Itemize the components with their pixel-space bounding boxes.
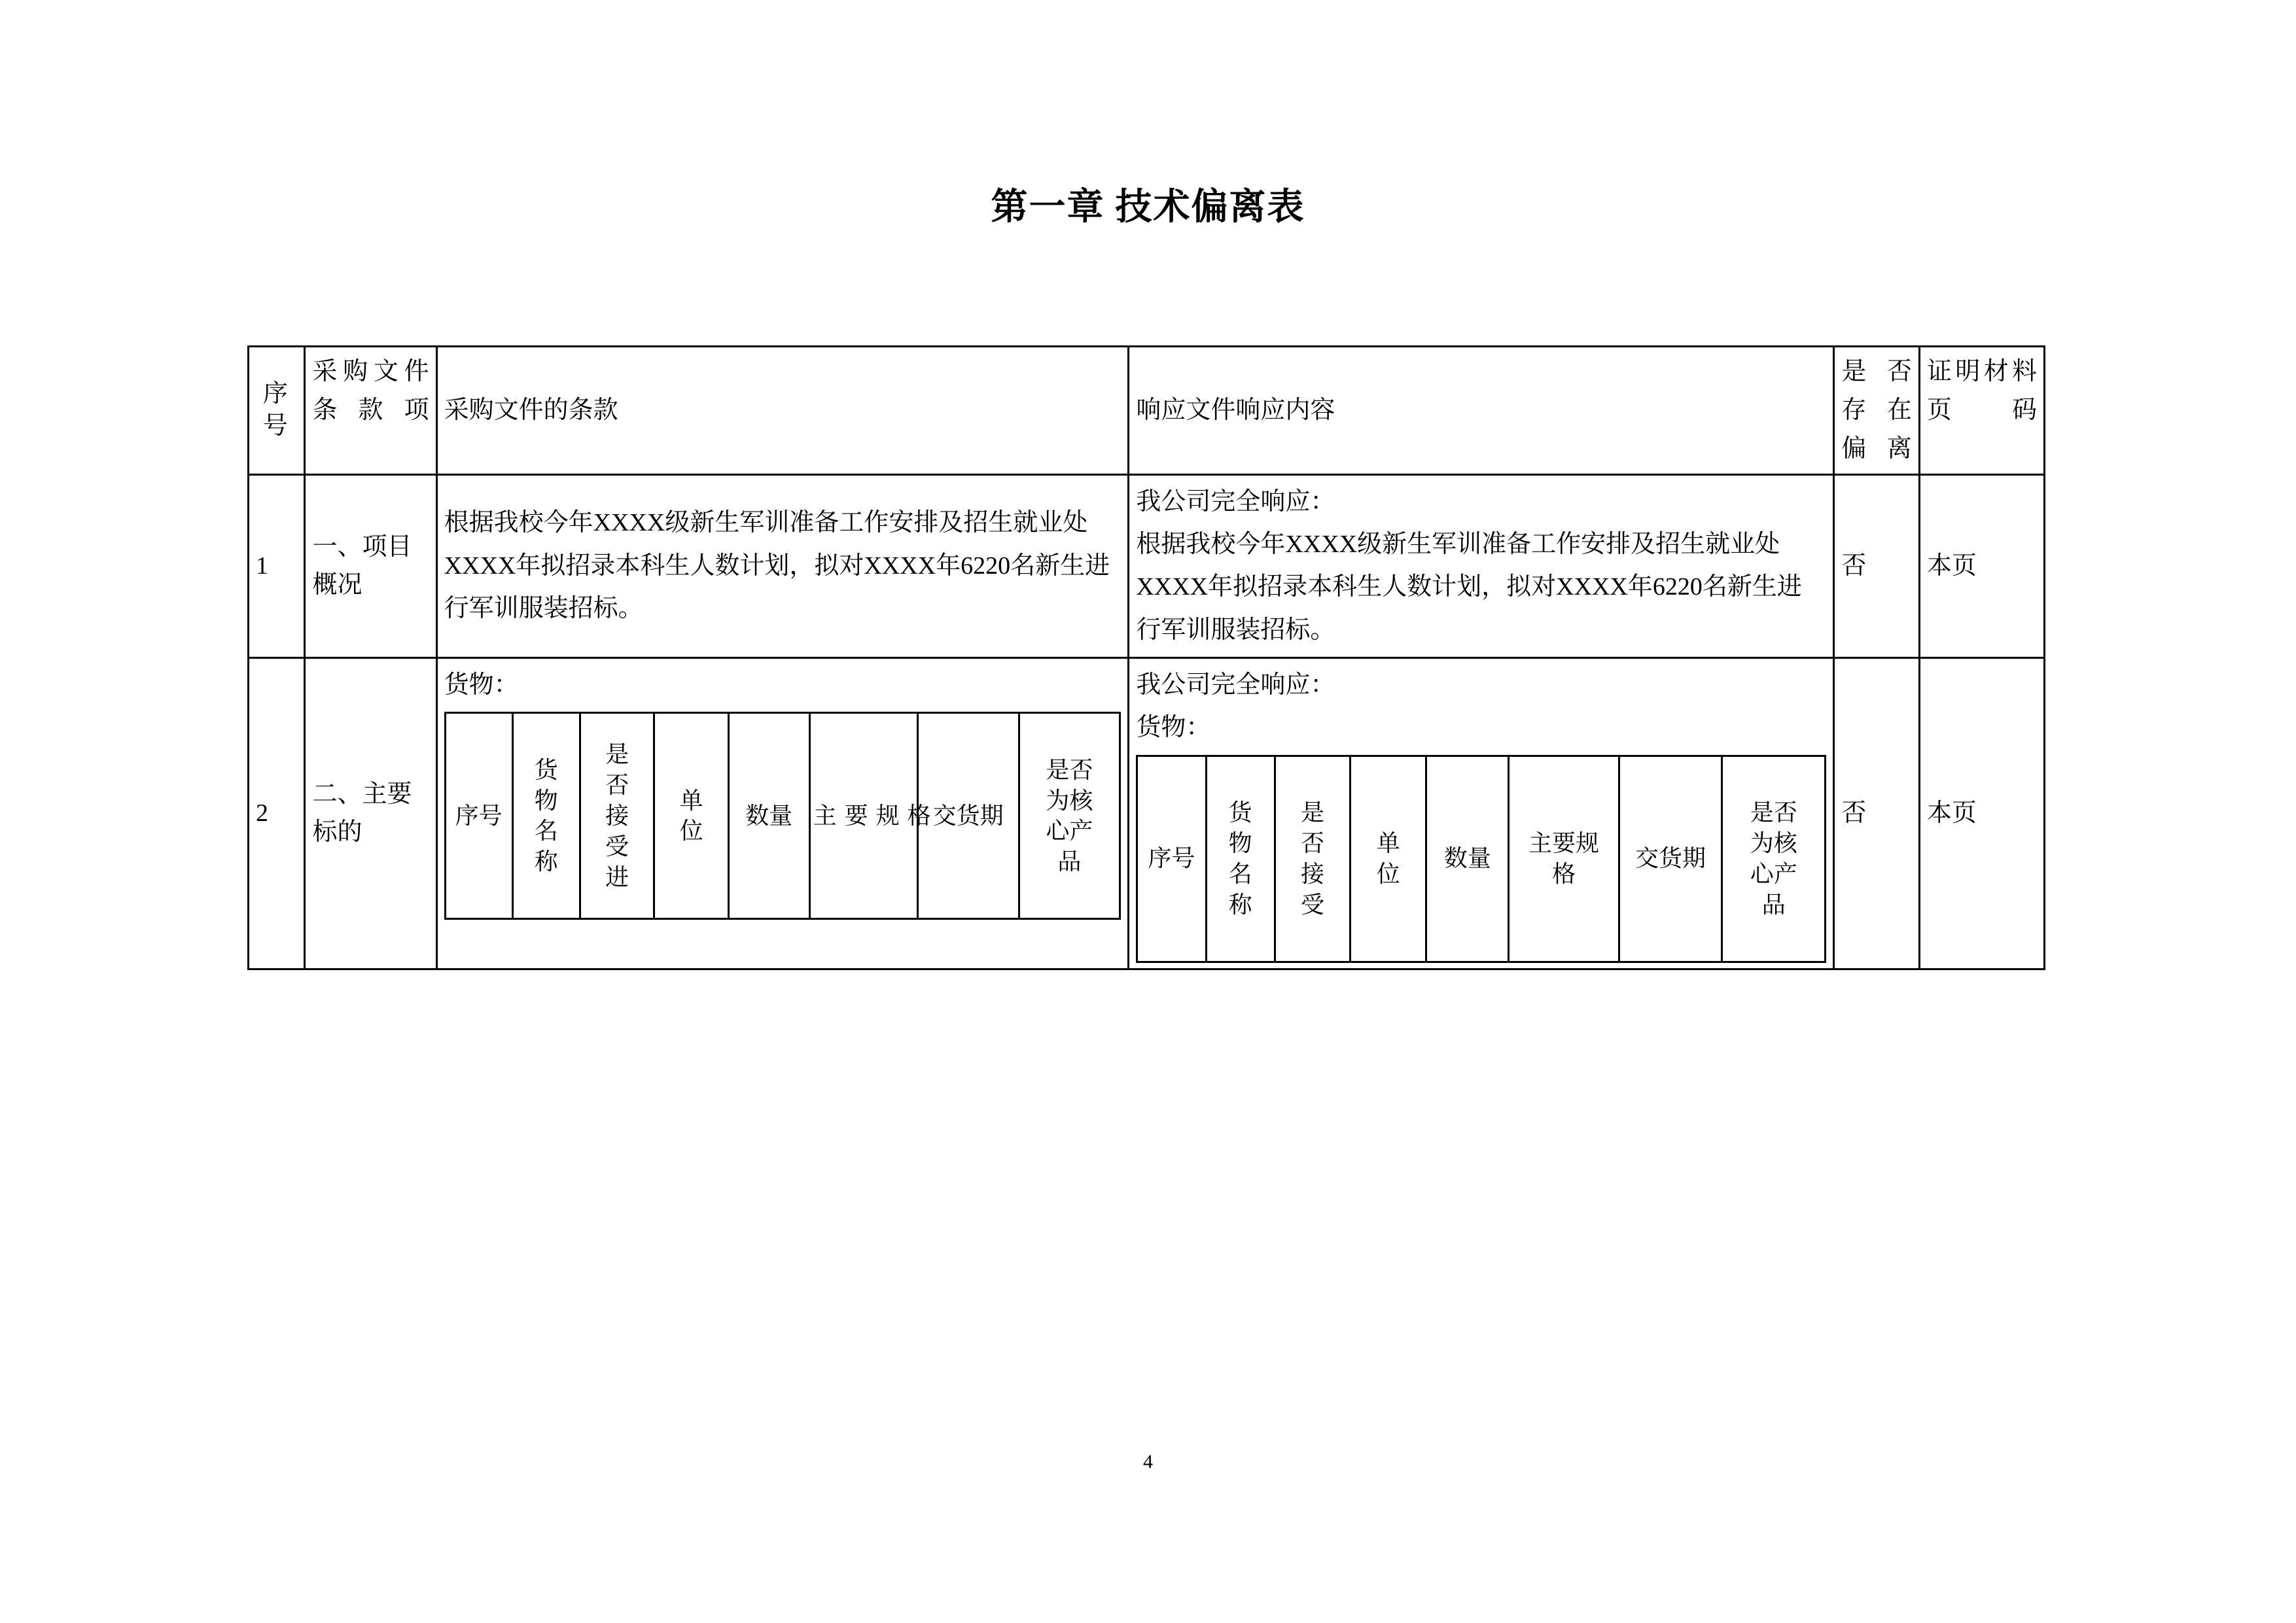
header-response-content (1129, 347, 1834, 475)
row1-response-prefix: 我公司完全响应： (1136, 487, 1335, 515)
row1-deviation: 否 (1834, 474, 1920, 657)
goods-table-clause (444, 712, 1122, 920)
table-header-row (249, 347, 2045, 475)
row2-deviation: 否 (1834, 658, 1920, 969)
goods-resp-header-core (1722, 756, 1826, 962)
goods-resp-header-seq (1137, 756, 1206, 962)
goods-header-name-label: 货物名称 (534, 756, 558, 875)
header-doc-clause-item-label: 采购文件条款项 (312, 358, 429, 424)
goods-header-qty (728, 713, 809, 919)
row1-response-body: 根据我校今年XXXX级新生军训准备工作安排及招生就业处XXXX年拟招录本科生人数计划，拟对XXXX年6220名新生进行军训服装招标。 (1136, 531, 1802, 644)
goods-resp-header-unit (1351, 756, 1426, 962)
goods-resp-header-delivery-label: 交货期 (1635, 845, 1706, 872)
row2-response-prefix: 我公司完全响应： (1136, 671, 1335, 699)
goods-resp-header-name (1206, 756, 1275, 962)
header-seq (249, 347, 305, 475)
header-doc-clause (436, 347, 1129, 475)
goods-resp-header-unit-label: 单位 (1376, 830, 1400, 887)
header-deviation (1834, 347, 1920, 475)
goods-header-name (512, 713, 580, 919)
row1-clause (436, 474, 1129, 657)
row1-seq: 1 (249, 474, 305, 657)
goods-resp-header-delivery (1619, 756, 1722, 962)
header-response-content-label: 响应文件响应内容 (1136, 396, 1335, 424)
goods-header-delivery-label: 交货期 (932, 803, 1004, 829)
row2-seq: 2 (249, 658, 305, 969)
header-proof-page-label: 证明材料页码 (1926, 358, 2037, 424)
goods-resp-header-spec (1509, 756, 1619, 962)
row1-proof-page: 本页 (1919, 474, 2044, 657)
goods-header-accept-label: 是否接受进 (605, 741, 629, 890)
table-row (249, 474, 2045, 657)
row1-response (1129, 474, 1834, 657)
header-seq-label: 序号 (262, 379, 288, 440)
goods-header-accept (580, 713, 654, 919)
row2-clause-label: 货物： (444, 671, 519, 699)
row1-clause-text: 根据我校今年XXXX级新生军训准备工作安排及招生就业处XXXX年拟招录本科生人数计划，拟对XXXX年6220名新生进行军训服装招标。 (444, 509, 1110, 623)
goods-header-delivery (917, 713, 1019, 919)
goods-header-unit (654, 713, 728, 919)
header-doc-clause-item (305, 347, 436, 475)
goods-header-spec-label: 主要规格 (813, 803, 931, 829)
goods-resp-header-core-label: 是否为核心产品 (1750, 799, 1797, 918)
deviation-table-wrapper (247, 345, 2045, 970)
table-row (249, 658, 2045, 969)
goods-header-core (1019, 713, 1120, 919)
goods-header-seq-label: 序号 (455, 803, 503, 829)
technical-deviation-table (247, 345, 2045, 970)
goods-resp-header-qty-label: 数量 (1443, 845, 1491, 872)
row2-response-label: 货物： (1136, 714, 1211, 742)
page-number: 4 (1143, 1451, 1153, 1473)
goods-table-response (1136, 755, 1826, 963)
goods-resp-header-seq-label: 序号 (1148, 845, 1195, 872)
goods-header-row (1137, 756, 1826, 962)
row2-response (1129, 658, 1834, 969)
header-proof-page (1919, 347, 2044, 475)
goods-header-spec (809, 713, 931, 919)
header-deviation-label: 是否存在偏离 (1841, 358, 1912, 462)
row2-item: 二、主要标的 (305, 658, 436, 969)
goods-header-qty-label: 数量 (745, 803, 793, 829)
goods-header-seq (445, 713, 512, 919)
row2-clause (436, 658, 1129, 969)
row1-item: 一、项目概况 (305, 474, 436, 657)
goods-resp-header-accept-label: 是否接受 (1301, 799, 1325, 918)
goods-header-core-label: 是否为核心产品 (1046, 756, 1093, 875)
goods-header-unit-label: 单位 (679, 787, 703, 845)
goods-header-row (445, 713, 1120, 919)
goods-resp-header-spec-label: 主要规格 (1528, 830, 1599, 887)
page-title: 第一章 技术偏离表 (991, 187, 1305, 228)
header-doc-clause-label: 采购文件的条款 (444, 396, 618, 424)
row2-proof-page: 本页 (1919, 658, 2044, 969)
goods-resp-header-accept (1275, 756, 1351, 962)
goods-resp-header-qty (1426, 756, 1509, 962)
goods-resp-header-name-label: 货物名称 (1228, 799, 1252, 918)
